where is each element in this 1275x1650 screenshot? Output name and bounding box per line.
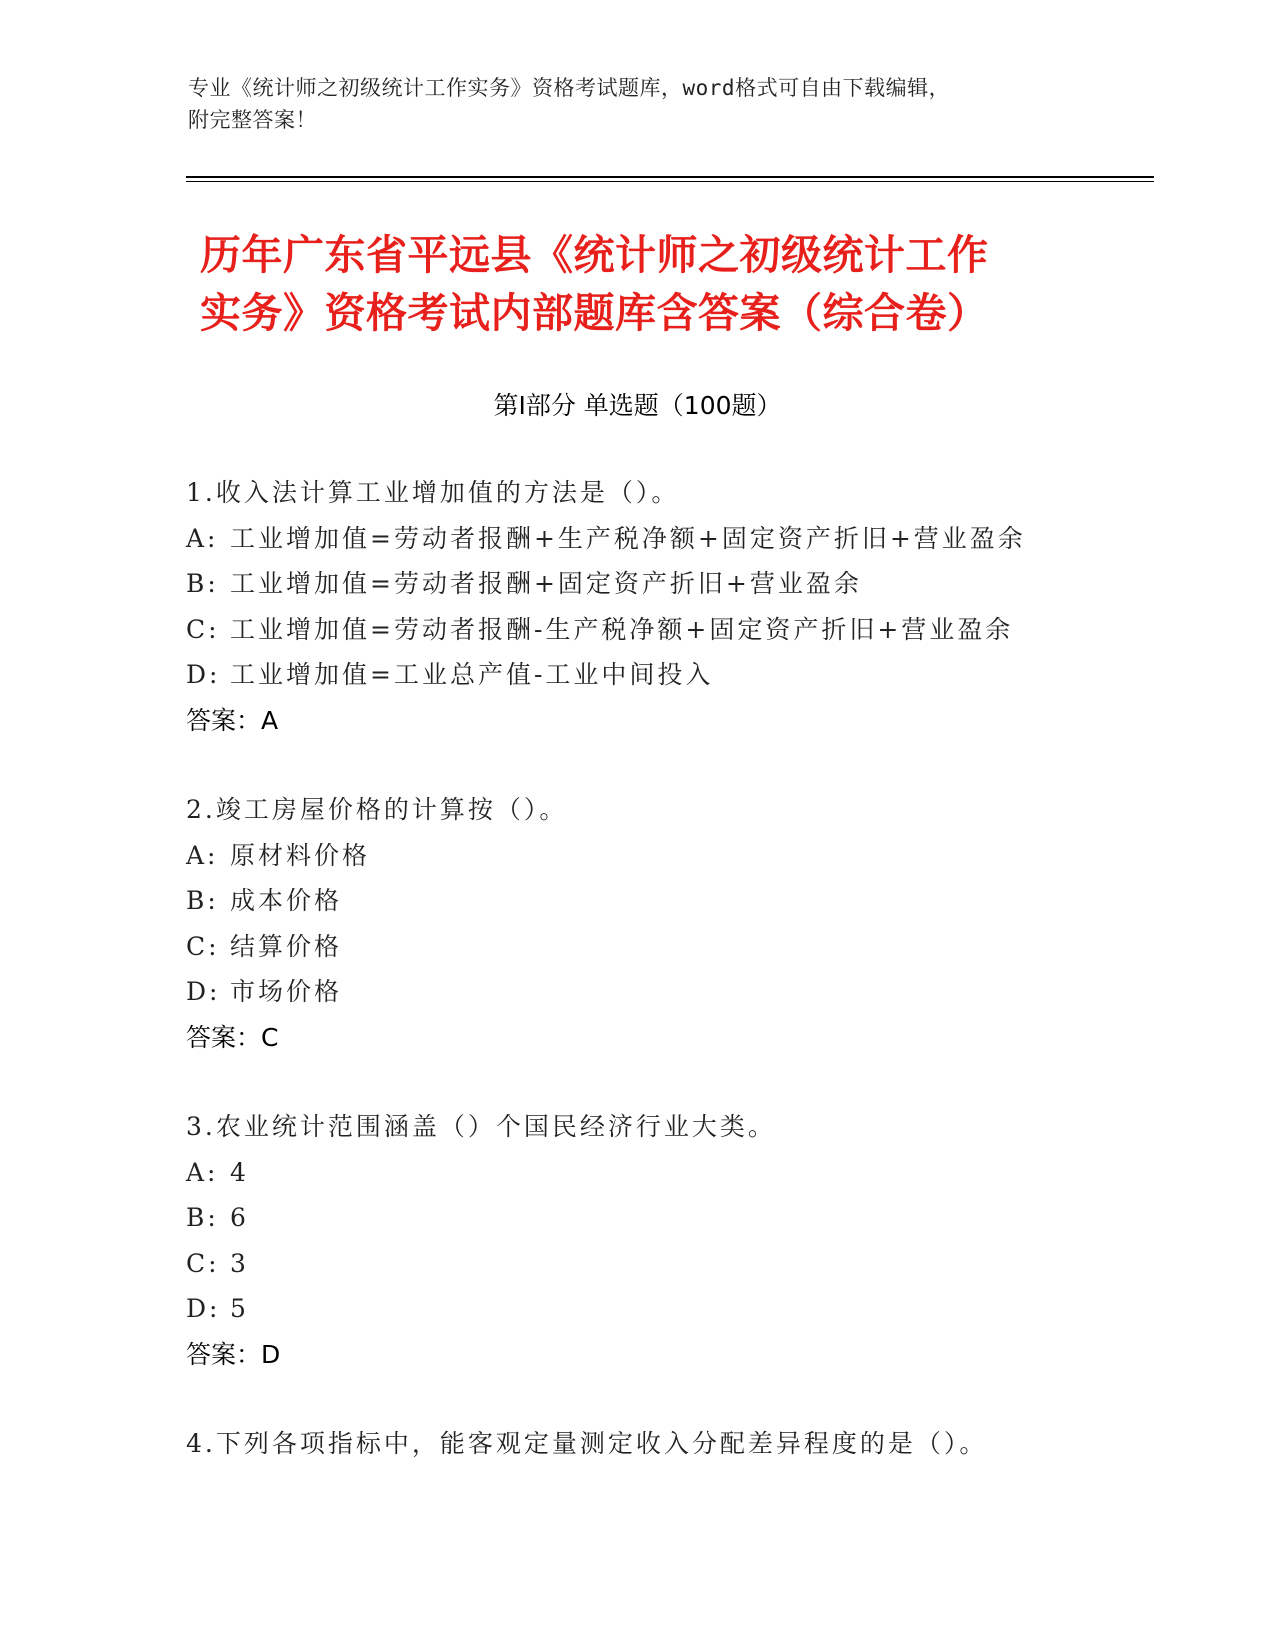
option-c: [186, 607, 1186, 653]
answer-value: D: [261, 1339, 281, 1369]
option-letter: A:: [186, 523, 219, 553]
option-text: 工业增加值=劳动者报酬+生产税净额+固定资产折旧+营业盈余: [230, 523, 1026, 553]
option-c: [186, 1241, 1186, 1287]
option-a: [186, 1150, 1186, 1196]
question-stem: 1.收入法计算工业增加值的方法是（）。: [186, 478, 680, 507]
question-3: [186, 1104, 1186, 1377]
question-list: [186, 470, 1186, 1511]
answer-line: [186, 698, 1186, 744]
option-text: 6: [230, 1203, 249, 1232]
option-text: 市场价格: [230, 977, 343, 1006]
option-letter: D:: [186, 977, 221, 1006]
question-4: [186, 1421, 1186, 1467]
option-text: 工业增加值=劳动者报酬-生产税净额+固定资产折旧+营业盈余: [230, 614, 1014, 644]
question-stem: 3.农业统计范围涵盖（）个国民经济行业大类。: [186, 1112, 776, 1141]
option-c: [186, 924, 1186, 970]
question-stem: 4.下列各项指标中，能客观定量测定收入分配差异程度的是（）。: [186, 1429, 988, 1458]
option-letter: B:: [186, 1203, 219, 1232]
option-text: 4: [230, 1157, 249, 1187]
document-title-line-2: 实务》资格考试内部题库含答案（综合卷）: [200, 289, 989, 337]
option-letter: C:: [186, 1248, 220, 1278]
option-a: [186, 516, 1186, 562]
option-d: [186, 969, 1186, 1015]
question-stem: 2.竣工房屋价格的计算按（）。: [186, 795, 568, 824]
answer-line: [186, 1332, 1186, 1378]
answer-line: [186, 1015, 1186, 1061]
question-1: [186, 470, 1186, 743]
option-letter: A:: [186, 1157, 219, 1187]
option-b: [186, 878, 1186, 924]
answer-value: A: [261, 705, 279, 735]
answer-value: C: [261, 1022, 279, 1052]
question-2: [186, 787, 1186, 1060]
answer-prefix: 答案：: [186, 1022, 262, 1052]
option-letter: B:: [186, 886, 219, 915]
option-d: [186, 652, 1186, 698]
header-divider-thick: [186, 176, 1154, 178]
header-note-line-1: 专业《统计师之初级统计工作实务》资格考试题库，word格式可自由下载编辑，: [188, 76, 951, 100]
document-title-line-1: 历年广东省平远县《统计师之初级统计工作: [200, 231, 989, 279]
option-letter: B:: [186, 569, 219, 598]
header-divider-thin: [186, 181, 1154, 182]
header-note: [188, 72, 1088, 136]
option-text: 5: [230, 1294, 249, 1323]
answer-prefix: 答案：: [186, 1339, 262, 1369]
option-letter: A:: [186, 840, 219, 870]
option-a: [186, 833, 1186, 879]
option-letter: D:: [186, 660, 221, 689]
option-text: 原材料价格: [230, 840, 371, 870]
option-text: 工业增加值=工业总产值-工业中间投入: [230, 660, 714, 689]
option-letter: C:: [186, 614, 220, 644]
option-b: [186, 561, 1186, 607]
option-letter: D:: [186, 1294, 221, 1323]
section-heading: 第Ⅰ部分 单选题（100题）: [493, 391, 782, 420]
option-b: [186, 1195, 1186, 1241]
answer-prefix: 答案：: [186, 705, 262, 735]
document-title: [200, 226, 1100, 342]
option-letter: C:: [186, 931, 220, 961]
option-d: [186, 1286, 1186, 1332]
option-text: 结算价格: [230, 931, 343, 961]
option-text: 工业增加值=劳动者报酬+固定资产折旧+营业盈余: [230, 569, 862, 598]
option-text: 3: [230, 1248, 249, 1278]
option-text: 成本价格: [230, 886, 343, 915]
header-note-line-2: 附完整答案！: [188, 108, 317, 132]
